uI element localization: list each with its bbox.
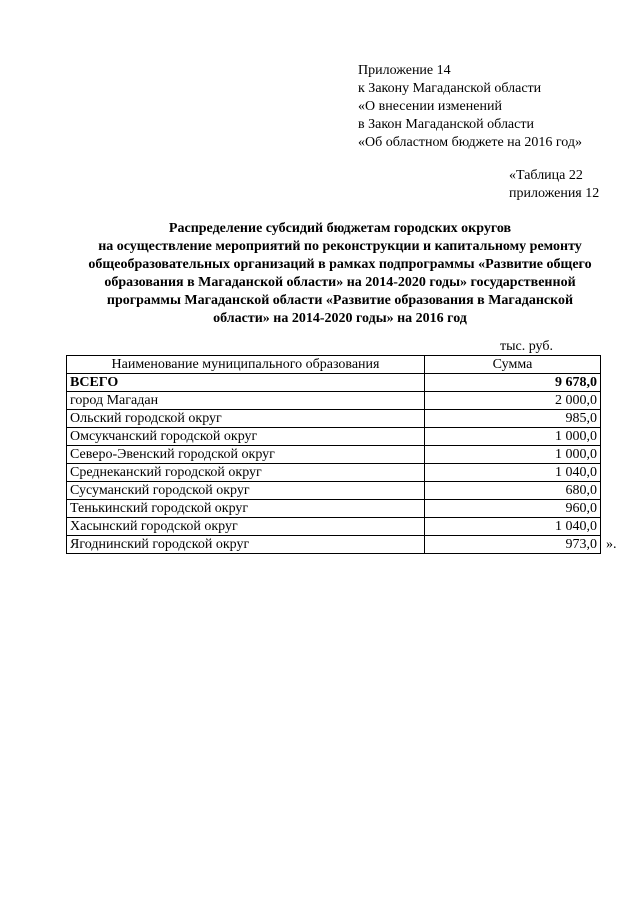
row-name: город Магадан xyxy=(67,392,425,410)
row-sum: 1 000,0 xyxy=(425,428,601,446)
title-line: на осуществление мероприятий по реконструкции и капитальному ремонту xyxy=(98,239,582,254)
appendix-reference xyxy=(358,62,582,152)
row-sum: 985,0 xyxy=(425,410,601,428)
table-row xyxy=(67,482,601,500)
appendix-line: «О внесении изменений xyxy=(358,99,502,114)
table-reference xyxy=(509,167,599,203)
total-sum: 9 678,0 xyxy=(425,374,601,392)
appendix-line: в Закон Магаданской области xyxy=(358,117,534,132)
table-row xyxy=(67,500,601,518)
table-reference-line: приложения 12 xyxy=(509,186,600,201)
row-sum: 1 040,0 xyxy=(425,518,601,536)
table-row xyxy=(67,536,601,554)
row-name: Ольский городской округ xyxy=(67,410,425,428)
row-sum: 973,0 xyxy=(425,536,601,554)
title-line: образования в Магаданской области» на 2014-2020 годы» государственной xyxy=(104,275,576,290)
row-sum: 2 000,0 xyxy=(425,392,601,410)
row-sum: 680,0 xyxy=(425,482,601,500)
header-name: Наименование муниципального образования xyxy=(67,356,425,374)
row-name: Омсукчанский городской округ xyxy=(67,428,425,446)
row-sum: 1 000,0 xyxy=(425,446,601,464)
closing-quote: ». xyxy=(606,537,617,552)
appendix-line: Приложение 14 xyxy=(358,63,451,78)
table-reference-line: «Таблица 22 xyxy=(509,168,583,183)
appendix-line: «Об областном бюджете на 2016 год» xyxy=(358,135,582,150)
row-sum: 960,0 xyxy=(425,500,601,518)
title-line: общеобразовательных организаций в рамках подпрограммы «Развитие общего xyxy=(88,257,592,272)
row-name: Сусуманский городской округ xyxy=(67,482,425,500)
subsidies-table xyxy=(66,355,601,554)
appendix-line: к Закону Магаданской области xyxy=(358,81,542,96)
title-line: программы Магаданской области «Развитие образования в Магаданской xyxy=(106,293,574,308)
title-line: области» на 2014-2020 годы» на 2016 год xyxy=(213,311,467,326)
table-row xyxy=(67,464,601,482)
table-row xyxy=(67,518,601,536)
row-name: Тенькинский городской округ xyxy=(67,500,425,518)
total-label: ВСЕГО xyxy=(67,374,425,392)
row-sum: 1 040,0 xyxy=(425,464,601,482)
row-name: Северо-Эвенский городской округ xyxy=(67,446,425,464)
document-title xyxy=(60,220,620,328)
table-row xyxy=(67,392,601,410)
unit-label: тыс. руб. xyxy=(500,339,553,354)
row-name: Среднеканский городской округ xyxy=(67,464,425,482)
row-name: Хасынский городской округ xyxy=(67,518,425,536)
table-row xyxy=(67,410,601,428)
table-row xyxy=(67,446,601,464)
total-row xyxy=(67,374,601,392)
header-sum: Сумма xyxy=(425,356,601,374)
table-row xyxy=(67,428,601,446)
table-header-row xyxy=(67,356,601,374)
title-line: Распределение субсидий бюджетам городских округов xyxy=(168,221,512,236)
row-name: Ягоднинский городской округ xyxy=(67,536,425,554)
